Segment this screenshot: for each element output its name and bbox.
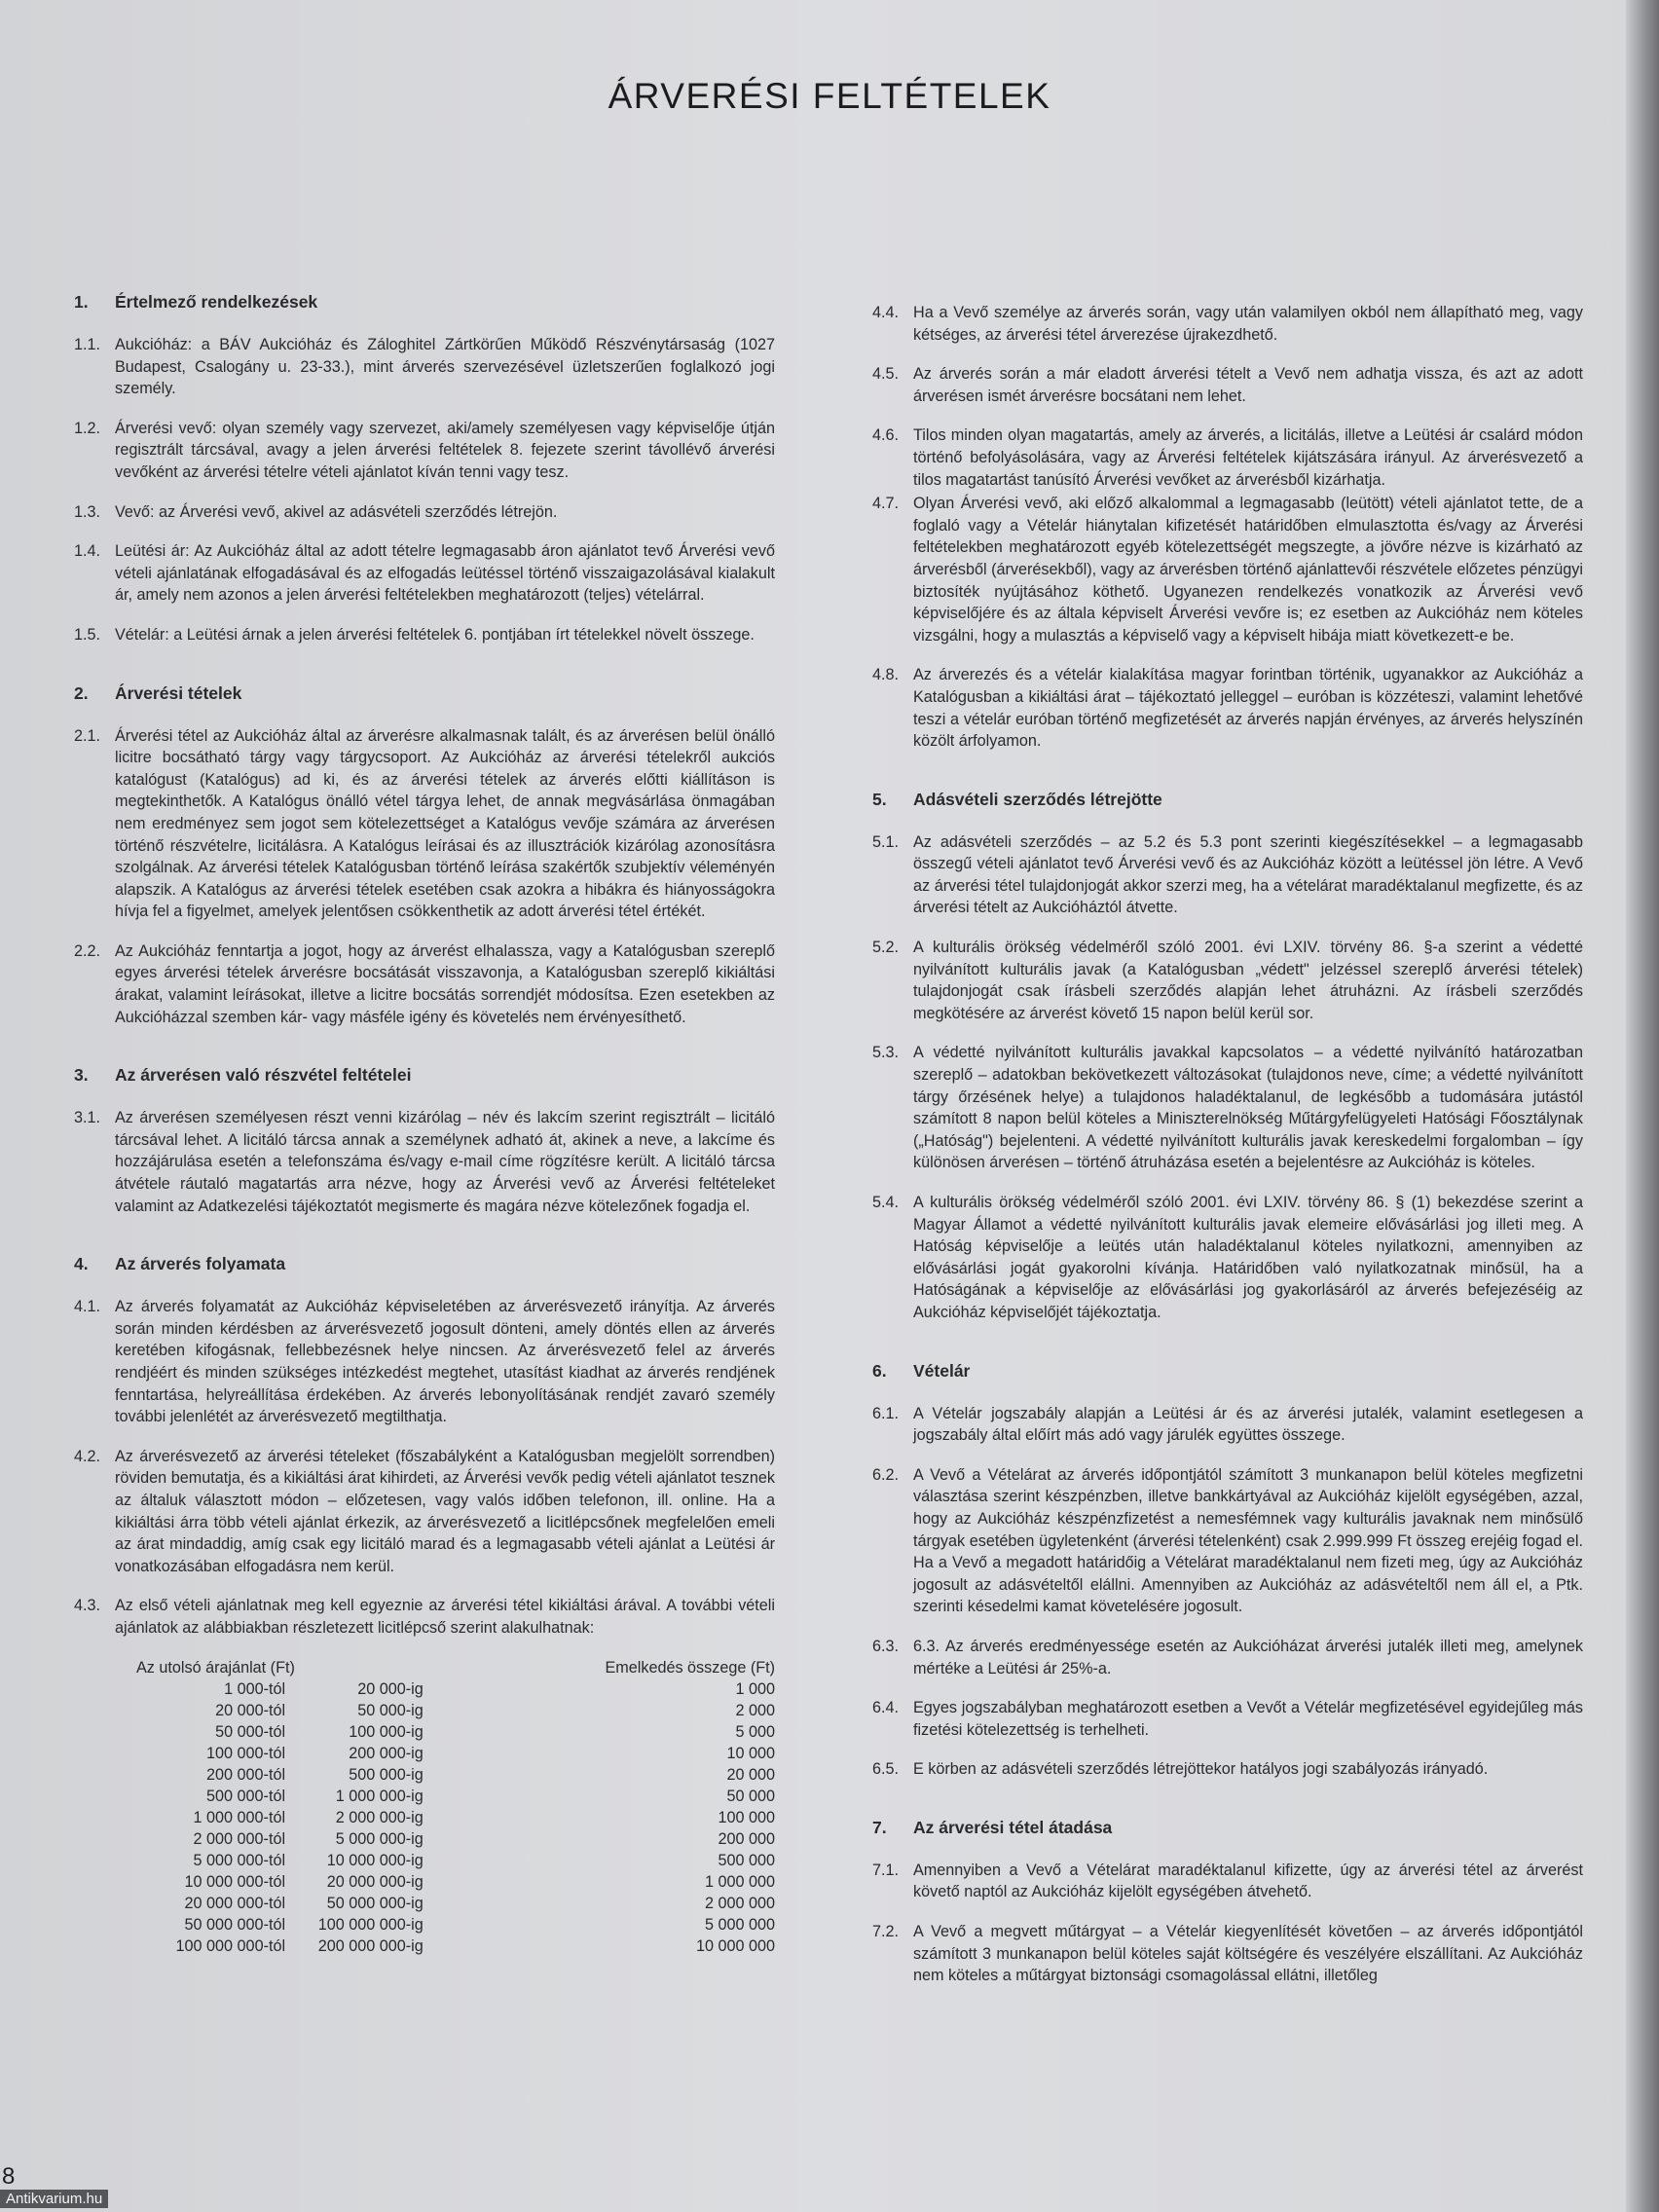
section — [872, 1818, 1583, 1987]
table-row — [115, 1678, 775, 1700]
page-spine-shadow — [1626, 0, 1659, 2212]
section-number: 6. — [872, 1360, 887, 1381]
clause-number: 4.7. — [872, 495, 900, 513]
cell-to: 20 000-ig — [357, 1679, 424, 1698]
cell-increment: 500 000 — [718, 1851, 775, 1869]
cell-to: 50 000 000-ig — [326, 1894, 424, 1912]
cell-to: 200 000 000-ig — [317, 1936, 424, 1955]
clause-number: 6.5. — [872, 1760, 900, 1779]
page-title: ÁRVERÉSI FELTÉTELEK — [608, 76, 1051, 116]
section-heading — [872, 1361, 1583, 1382]
cell-from: 100 000 000-tól — [175, 1936, 286, 1955]
table-header-row — [115, 1657, 775, 1678]
cell-increment: 200 000 — [718, 1829, 775, 1848]
clause-number: 2.2. — [74, 941, 101, 960]
section — [74, 292, 775, 646]
clause-text: Tilos minden olyan magatartás, amely az árverés, a licitálás, illetve a Leütési ár csalárd módon történő befolyásolására, vagy az Árverési feltételek kijátszására irányul. Az árverésvezető a tilos magatartást tanúsító Árverési vevőket az árverésből kizárhatja. — [913, 426, 1583, 489]
table-row — [115, 1743, 775, 1764]
section-title: Az árverésen való részvétel feltételei — [115, 1065, 412, 1086]
table-row — [115, 1700, 775, 1721]
clause — [872, 1697, 1583, 1741]
clause-text: Leütési ár: Az Aukcióház által az adott tételre legmagasabb áron ajánlatot tevő Árverési vevő vételi ajánlatának elfogadásával és az elfogadás leütéssel történő visszaigazolásával kialakult ár, amely nem azonos a jelen árverési feltételekben meghatározott (teljes) vételárral. — [115, 542, 775, 605]
section-title: Az árverés folyamata — [115, 1254, 286, 1274]
section-number: 2. — [74, 682, 89, 703]
column-header-increment: Emelkedés összege (Ft) — [605, 1658, 775, 1677]
clause-number: 3.1. — [74, 1109, 101, 1127]
clause — [74, 540, 775, 607]
page-number: 8 — [2, 2163, 16, 2190]
clause — [872, 664, 1583, 752]
cell-increment: 5 000 000 — [704, 1915, 775, 1934]
cell-increment: 2 000 — [735, 1701, 775, 1719]
clause-number: 4.8. — [872, 666, 900, 684]
clause-number: 7.2. — [872, 1923, 900, 1941]
clause-number: 5.3. — [872, 1044, 900, 1062]
clause — [74, 1296, 775, 1428]
clause-number: 1.4. — [74, 542, 101, 561]
cell-to: 100 000-ig — [349, 1722, 424, 1741]
cell-to: 500 000-ig — [349, 1765, 424, 1784]
clause — [74, 1446, 775, 1578]
clause — [872, 1860, 1583, 1903]
section — [872, 790, 1583, 1324]
clause-number: 4.4. — [872, 304, 900, 321]
clause — [872, 493, 1583, 646]
cell-from: 10 000 000-tól — [184, 1872, 286, 1891]
clause-text: Az első vételi ajánlatnak meg kell egyeznie az árverési tétel kikiáltási árával. A további vételi ajánlatok az alábbiakban részletezett licitlépcső szerint alakulhatnak: — [115, 1597, 775, 1637]
cell-increment: 100 000 — [718, 1808, 775, 1826]
clause-number: 6.1. — [872, 1404, 900, 1422]
cell-increment: 50 000 — [726, 1787, 775, 1805]
clause-text: Az árverésen személyesen részt venni kizárólag – név és lakcím szerint regisztrált – licitáló tárcsával lehet. A licitáló tárcsa annak a személynek adható át, akinek a neve, a lakcíme és hozzájárulása esetén a telefonszáma és/vagy e-mail címe rögzítésre került. A licitáló tárcsa átvétele ráutaló magatartás arra nézve, hogy az Árverési vevő az Árverési feltételeket valamint az Adatkezelési tájékoztatót megismerte és magára nézve kötelezőnek fogadja el. — [115, 1109, 775, 1215]
cell-from: 5 000 000-tól — [193, 1851, 286, 1869]
clause-text: Az árverés során a már eladott árverési tételt a Vevő nem adhatja vissza, és azt az adott árverésen ismét árverésre bocsátani nem lehet. — [913, 365, 1583, 405]
clause-text: Az árverés folyamatát az Aukcióház képviseletében az árverésvezető irányítja. Az árverés során minden kérdésben az árverésvezető jogosult dönteni, amely döntés ellen az árverés keretében kifogásnak, fellebbezésnek helye nincsen. Az árverésvezető felel az árverés rendjéért és minden szükséges intézkedést megtehet, utasítást kiadhat az árverés rendjének fenntartása, helyreállítása érdekében. Az árverés lebonyolításának rendjét zavaró személy további jelenlétét az árverésvezető megtilthatja. — [115, 1298, 775, 1426]
clause-number: 6.3. — [872, 1637, 900, 1655]
clause-number: 2.1. — [74, 726, 101, 745]
section-number: 7. — [872, 1817, 887, 1837]
cell-from: 100 000-tól — [206, 1744, 286, 1762]
column-header-last-bid: Az utolsó árajánlat (Ft) — [136, 1658, 295, 1677]
cell-increment: 10 000 000 — [695, 1936, 775, 1955]
section-heading — [74, 1065, 775, 1086]
clause-text: A kulturális örökség védelméről szóló 2001. évi LXIV. törvény 86. § (1) bekezdése szerint a Magyar Államot a védetté nyilvánított kulturális javak elemeire elővásárlási jog illeti meg. A Hatóság képviselője a leütés után haladéktalanul köteles nyilatkozni, amennyiben az elővásárlási jogát gyakorolni kívánja. Határidőben való nyilatkozatnak minősül, ha a Hatóságának a képviselője az elővásárlási jog gyakorlásáról az árverés befejezéséig az Aukcióház képviselőjét tájékoztatja. — [913, 1194, 1583, 1321]
clause-text: Árverési vevő: olyan személy vagy szervezet, aki/amely személyesen vagy képviselője útján regisztrált tárcsával, avagy a jelen árverési feltételek 8. fejezete szerint távollévő árverési vevőként az árverési tételre vételi ajánlatot kíván tenni vagy tesz. — [115, 419, 775, 481]
section-title: Az árverési tétel átadása — [913, 1817, 1113, 1837]
cell-increment: 1 000 — [735, 1679, 775, 1698]
section-title: Vételár — [913, 1360, 971, 1381]
cell-increment: 20 000 — [726, 1765, 775, 1784]
clause-text: Az árverezés és a vételár kialakítása magyar forintban történik, ugyanakkor az Aukcióház a Katalógusban a kikiáltási árat – tájékoztató jelleggel – euróban is közzéteszi, valamint lehetővé teszi a vételár euróban történő megfizetését az árverés napján érvényes, az árverés helyszínén közölt árfolyamon. — [913, 666, 1583, 751]
clause-number: 4.5. — [872, 365, 900, 384]
cell-to: 50 000-ig — [357, 1701, 424, 1719]
cell-to: 10 000 000-ig — [326, 1851, 424, 1869]
clause-text: Az árverésvezető az árverési tételeket (főszabályként a Katalógusban megjelölt sorrendben) röviden bemutatja, és a kikiáltási árat kihirdeti, az Árverési vevők pedig vételi ajánlatot tesznek az általuk választott módon – előzetesen, vagy valós időben telefonon, ill. online. Ha a kikiáltási árra több vételi ajánlat érkezik, az árverésvezető a licitlépcsőnek megfelelően emeli az árat mindaddig, amíg csak egy licitáló marad és a legmagasabb vételi ajánlat a Leütési ár vonatkozásában elfogadásra nem kerül. — [115, 1447, 775, 1575]
cell-to: 200 000-ig — [349, 1744, 424, 1762]
clause — [872, 831, 1583, 919]
cell-to: 1 000 000-ig — [335, 1787, 424, 1805]
clause-number: 1.3. — [74, 502, 101, 521]
section — [74, 1065, 775, 1217]
clause-number: 6.4. — [872, 1699, 900, 1717]
clause — [74, 1595, 775, 1639]
table-row — [115, 1850, 775, 1871]
clause — [74, 940, 775, 1028]
cell-from: 2 000 000-tól — [193, 1829, 286, 1848]
clause-number: 6.2. — [872, 1465, 900, 1484]
clause — [74, 1107, 775, 1217]
clause-text: Egyes jogszabályban meghatározott esetben a Vevőt a Vételár megfizetésével egyidejűleg más fizetési kötelezettség is terhelheti. — [913, 1699, 1583, 1739]
clause-text: A Vételár jogszabály alapján a Leütési ár és az árverési jutalék, valamint esetlegesen a jogszabály által előírt más adó vagy járulék együttes összege. — [913, 1404, 1583, 1445]
section-heading — [872, 1818, 1583, 1838]
table-row — [115, 1828, 775, 1850]
watermark: Antikvarium.hu — [0, 2190, 108, 2208]
table-row — [115, 1871, 775, 1893]
table-row — [115, 1914, 775, 1936]
clause-number: 4.1. — [74, 1298, 101, 1316]
cell-from: 20 000-tól — [215, 1701, 286, 1719]
clause-number: 1.1. — [74, 336, 101, 353]
clause-text: Az adásvételi szerződés – az 5.2 és 5.3 pont szerinti kiegészítésekkel – a legmagasabb összegű vételi ajánlatot tevő Árverési vevő és az Aukcióház között a leütéssel jön létre. A Vevő az árverési tétel tulajdonjogát akkor szerzi meg, ha a vételárat maradéktalanul megfizette, és az árverési tételt az Aukcióháztól átvette. — [913, 832, 1583, 917]
table-row — [115, 1764, 775, 1786]
clause — [872, 1403, 1583, 1447]
clause-number: 1.2. — [74, 419, 101, 437]
cell-from: 500 000-tól — [206, 1787, 286, 1805]
clause — [872, 1636, 1583, 1679]
section — [74, 683, 775, 1029]
clause — [74, 624, 775, 646]
cell-to: 100 000 000-ig — [317, 1915, 424, 1934]
section-heading — [74, 683, 775, 704]
cell-to: 2 000 000-ig — [335, 1808, 424, 1826]
clause-text: A kulturális örökség védelméről szóló 2001. évi LXIV. törvény 86. §-a szerint a védetté nyilvánított kulturális javak (a Katalógusban „védett" jelzéssel szereplő árverési tételek) tulajdonjogát csak írásbeli szerződés alapján lehet átruházni. Az írásbeli szerződés megkötésére az árverést követő 15 napon belül kerül sor. — [913, 939, 1583, 1022]
clause — [74, 725, 775, 923]
clause — [872, 1758, 1583, 1781]
section-number: 5. — [872, 789, 887, 809]
clause — [872, 1921, 1583, 1987]
cell-from: 50 000 000-tól — [184, 1915, 286, 1934]
clause — [74, 334, 775, 400]
section-title: Adásvételi szerződés létrejötte — [913, 789, 1162, 809]
cell-increment: 10 000 — [726, 1744, 775, 1762]
table-row — [115, 1721, 775, 1743]
clause-text: 6.3. Az árverés eredményessége esetén az Aukcióházat árverési jutalék illeti meg, amelynek mértéke a Leütési ár 25%-a. — [913, 1637, 1583, 1677]
table-row — [115, 1807, 775, 1828]
table-row — [115, 1786, 775, 1807]
table-row — [115, 1936, 775, 1957]
cell-to: 5 000 000-ig — [335, 1829, 424, 1848]
section — [872, 302, 1583, 753]
cell-from: 200 000-tól — [206, 1765, 286, 1784]
clause-number: 5.2. — [872, 939, 900, 957]
left-column — [74, 292, 775, 1994]
section-number: 3. — [74, 1065, 89, 1086]
clause — [872, 1464, 1583, 1618]
clause-text: Az Aukcióház fenntartja a jogot, hogy az árverést elhalassza, vagy a Katalógusban szereplő egyes árverési tételek árverésre bocsátását visszavonja, a Katalógusban szereplő kikiáltási árakat, valamint leírásokat, illetve a licitre bocsátás sorrendjét módosítsa. Ezen esetekben az Aukcióházzal szemben kár- vagy másféle igény és követelés nem érvényesíthető. — [115, 941, 775, 1026]
clause — [872, 1192, 1583, 1324]
clause-number: 4.2. — [74, 1447, 101, 1465]
clause-number: 5.4. — [872, 1194, 900, 1211]
clause-text: E körben az adásvételi szerződés létrejöttekor hatályos jogi szabályozás irányadó. — [913, 1760, 1489, 1779]
right-column — [872, 302, 1583, 2024]
clause-number: 1.5. — [74, 625, 101, 644]
cell-from: 50 000-tól — [215, 1722, 286, 1741]
table-row — [115, 1893, 775, 1914]
cell-to: 20 000 000-ig — [326, 1872, 424, 1891]
clause-number: 4.3. — [74, 1597, 101, 1615]
clause — [74, 418, 775, 484]
clause-number: 7.1. — [872, 1861, 900, 1879]
clause-text: A Vevő a megvett műtárgyat – a Vételár kiegyenlítését követően – az árverés időpontjától számított 3 munkanapon belül köteles saját költségére és veszélyére elszállítani. Az Aukcióház nem köteles a műtárgyat biztonsági csomagolással ellátni, illetőleg — [913, 1923, 1583, 1985]
clause — [74, 501, 775, 524]
clause-text: Árverési tétel az Aukcióház által az árverésre alkalmasnak talált, és az árverésen belül önálló licitre bocsátható tárgy vagy tárgycsoport. Az Aukcióház az árverési tételekről aukciós katalógust (Katalógus) ad ki, és az árverési tételek az árverés előtti kiállításon is megtekinthetők. A Katalógus önálló vétel tárgya lehet, de annak megvásárlása önmagában nem eredményez sem jogot sem kötelezettséget a Katalógus vevője számára az árverésen történő részvételre, licitálásra. A Katalógus leírásai és az illusztrációk kizárólag azonosításra szolgálnak. Az árverési tételek Katalógusban történő leírása szakértők szubjektív véleményén alapszik. A Katalógus az árverési tételek esetében csak azokra a hibákra és hiányosságokra hívja fel a figyelmet, amelyek jelentősen csökkenthetik az adott árverési tétel értékét. — [115, 726, 775, 921]
section-number: 1. — [74, 292, 89, 312]
clause — [872, 363, 1583, 407]
section-heading — [872, 790, 1583, 810]
cell-from: 1 000 000-tól — [193, 1808, 286, 1826]
section-number: 4. — [74, 1254, 89, 1274]
clause — [872, 302, 1583, 346]
section — [872, 1361, 1583, 1781]
section-title: Árverési tételek — [115, 682, 242, 703]
section-heading — [74, 292, 775, 313]
clause-text: Vevő: az Árverési vevő, akivel az adásvételi szerződés létrejön. — [115, 502, 558, 521]
clause-number: 4.6. — [872, 426, 900, 445]
section — [74, 1254, 775, 1956]
bid-table — [115, 1657, 775, 1957]
section-heading — [74, 1254, 775, 1274]
clause-number: 5.1. — [872, 832, 900, 851]
cell-from: 1 000-tól — [224, 1679, 286, 1698]
cell-increment: 2 000 000 — [704, 1894, 775, 1912]
clause-text: Ha a Vevő személye az árverés során, vagy után valamilyen okból nem állapítható meg, vagy kétséges, az árverési tétel árverezése újrakezdhető. — [913, 304, 1583, 344]
clause — [872, 1042, 1583, 1174]
clause-text: Aukcióház: a BÁV Aukcióház és Záloghitel Zártkörűen Működő Részvénytársaság (1027 Budapest, Csalogány u. 23-33.), mint árverés szervezésével üzletszerűen foglalkozó jogi személy. — [115, 336, 775, 398]
clause-text: A Vevő a Vételárat az árverés időpontjától számított 3 munkanapon belül köteles megfizetni választása szerint készpénzben, illetve bankkártyával az Aukcióház kijelölt egységében, azzal, hogy az Aukcióház készpénzfizetést a nemesfémnek vagy kulturális javaknak nem minősülő tárgyak esetében ügyletenként (árverési tételenként) csak 2.999.999 Ft összeg erejéig fogad el. Ha a Vevő a megadott határidőig a Vételárat maradéktalanul nem fizeti meg, úgy az Aukcióház jogosult az adásvételtől elállni. Amennyiben az Aukcióház az adásvételtől nem áll el, a Ptk. szerinti késedelmi kamat követelésére jogosult. — [913, 1465, 1583, 1616]
clause-text: Olyan Árverési vevő, aki előző alkalommal a legmagasabb (leütött) vételi ajánlatot tette, de a foglaló vagy a Vételár hiánytalan kifizetését határidőben elmulasztotta és/vagy az Árverési feltételekben meghatározott egyéb kötelezettségét megszegte, a jövőre nézve is kizárható az árverésből (árverésekből), vagy az árverésben történő ajánlattevői részvétele előzetes pénzügyi biztosíték nyújtásához köthető. Ugyanezen rendelkezés vonatkozik az Árverési vevő képviselőjére és az általa képviselt Árverési vevőre is; ez esetben az Aukcióház nem köteles vizsgálni, hogy a mulasztás a képviselő vagy a képviselt hibája miatt következett-e be. — [913, 495, 1583, 645]
clause-text: Vételár: a Leütési árnak a jelen árverési feltételek 6. pontjában írt tételekkel növelt összege. — [115, 625, 755, 644]
cell-increment: 5 000 — [735, 1722, 775, 1741]
clause — [872, 424, 1583, 491]
clause-text: A védetté nyilvánított kulturális javakkal kapcsolatos – a védetté nyilvánító határozatban szereplő – adatokban bekövetkezett változásokat (tulajdonos neve, címe; a védetté nyilvánított tárgy őrzésének helye) a tulajdonos haladéktalanul, de legkésőbb a tudomására jutástól számított 8 napon belül köteles a Miniszterelnökség Műtárgyfelügyeleti Hatósági Főosztálynak („Hatóság") bejelenteni. A védetté nyilvánított kulturális javak kereskedelmi forgalomban – így különösen árverésen – történő átruházása esetén a bejelentésre az Aukcióház is köteles. — [913, 1044, 1583, 1172]
clause-text: Amennyiben a Vevő a Vételárat maradéktalanul kifizette, úgy az árverési tétel az árverést követő naptól az Aukcióház kijelölt egységében átvehető. — [913, 1861, 1583, 1901]
cell-from: 20 000 000-tól — [184, 1894, 286, 1912]
clause — [872, 937, 1583, 1024]
cell-increment: 1 000 000 — [704, 1872, 775, 1891]
section-title: Értelmező rendelkezések — [115, 292, 318, 312]
bid-increment-table — [115, 1657, 775, 1957]
